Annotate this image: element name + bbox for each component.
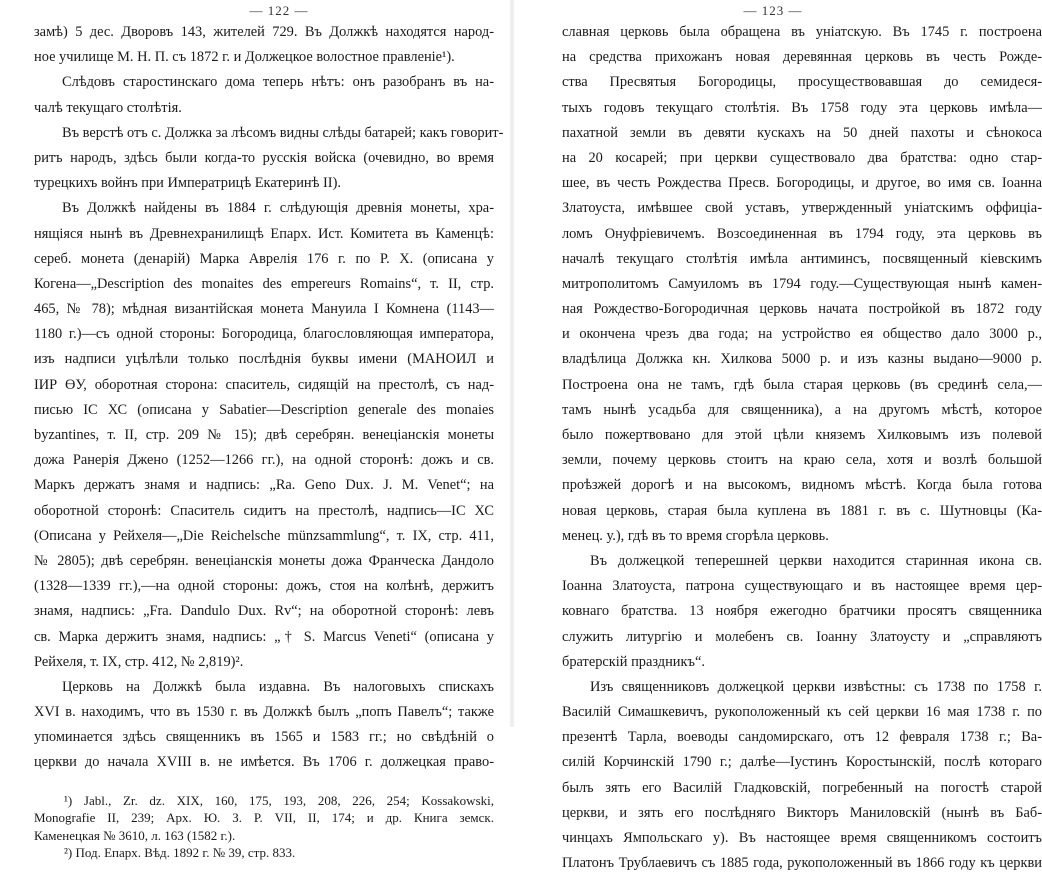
text-line: церкви, и зять его послѣдняго Викторъ Маниловскій (нынѣ въ Баб-	[562, 804, 1042, 821]
text-line: № 2805); двѣ серебрян. венеціанскія монеты дожа Франческа Дандоло	[34, 552, 494, 569]
text-line: писью ІС ХС (описана у Sabatier—Description generale des monaies	[34, 401, 494, 418]
text-line: новая церковь, старая была куплена въ 1881 г. въ с. Шутновцы (Ка-	[562, 502, 1042, 519]
text-line: ломъ Онуфріевичемъ. Возсоединенная въ 1794 году, эта церковь въ	[562, 225, 1042, 242]
text-line: 465, № 78); мѣдная византійская монета Мануила I Комнена (1143—	[34, 301, 494, 318]
footnote-line: Каменецкая № 3610, л. 163 (1582 г.).	[34, 827, 236, 843]
main-text	[34, 20, 504, 776]
text-line: презентѣ Тарла, воеводы сандомирскаго, отъ 12 февраля 1738 г.; Ва-	[562, 729, 1042, 746]
text-line: Василій Симашкевичъ, рукоположенный къ сей церкви 16 мая 1738 г. по	[562, 704, 1042, 721]
text-line: тамъ нынѣ усадьба для священника), а на другомъ мѣстѣ, которое	[562, 401, 1042, 418]
text-line: тыхъ годовъ текущаго столѣтія. Въ 1758 году эта церковь имѣла—	[562, 99, 1042, 116]
text-line: 1180 г.)—съ одной стороны: Богородица, благословляющая императора,	[34, 326, 494, 343]
text-line: Маркъ держатъ знамя и надпись: „Ra. Geno Dux. J. M. Venet“; на	[34, 477, 494, 494]
text-line: Въ должецкой теперешней церкви находится старинная икона св.	[590, 552, 1042, 569]
text-line: на средства прихожанъ новая деревянная церковь въ честь Рожде-	[562, 49, 1042, 66]
text-line: менец. у.), гдѣ въ то время сгорѣла церковь.	[562, 527, 829, 544]
text-line: Въ Должкѣ найдены въ 1884 г. слѣдующія древнія монеты, хра-	[62, 200, 494, 217]
text-line: турецкихъ войнъ при Императрицѣ Екатеринѣ II).	[34, 175, 341, 192]
text-line: сереб. монета (денарій) Марка Аврелія 176 г. по Р. Х. (описана у	[34, 250, 494, 267]
text-line: знамя, надпись: „Fra. Dandulo Dux. Rv“; на оборотной сторонѣ: левъ	[34, 603, 494, 620]
footnotes	[34, 792, 494, 862]
text-line: упоминается здѣсь священникъ въ 1565 и 1583 гг.; но свѣдѣній о	[34, 729, 494, 746]
text-line: ритъ народъ, здѣсь были когда-то русскія войска (очевидно, во время	[34, 149, 494, 166]
text-line: земли, почему церковь стоитъ на краю села, хотя и возлѣ большой	[562, 452, 1042, 469]
text-line: Когена—„Description des monaites des empereurs Romains“, т. II, стр.	[34, 275, 494, 292]
text-line: Златоуста, имѣвшее свой уставъ, утвержденный уніатскимъ оффиціа-	[562, 200, 1042, 217]
text-line: шее, въ честь Рождества Пресв. Богородицы, и другое, во имя св. Іоанна	[562, 175, 1042, 192]
text-line: началѣ текущаго столѣтія имѣла антиминсъ, посвященный кіевскимъ	[562, 250, 1042, 267]
text-line: проѣзжей дорогѣ и на высокомъ, видномъ мѣстѣ. Когда была готова	[562, 477, 1042, 494]
text-line: церкви до начала XVIII в. не имѣется. Въ 1706 г. должецкая право-	[34, 754, 494, 771]
text-line: Построена она не тамъ, гдѣ была старая церковь (въ срединѣ села,—	[562, 376, 1042, 393]
text-line: byzantines, т. II, стр. 209 № 15); двѣ серебрян. венеціанскія монеты	[34, 427, 494, 443]
text-line: нящіяся нынѣ въ Древнехранилищѣ Епарх. Ист. Комитета въ Каменцѣ:	[34, 225, 494, 242]
text-line: чалѣ текущаго столѣтія.	[34, 99, 182, 116]
page-number: — 122 —	[249, 3, 309, 18]
main-text	[562, 20, 1042, 876]
text-line: XVI в. находимъ, что въ 1530 г. въ Должкѣ былъ „попъ Павелъ“; также	[34, 704, 494, 721]
text-line: ная Рождество-Богородичная церковь начата постройкой въ 1872 году	[562, 301, 1042, 318]
text-line: (1328—1339 гг.),—на одной стороны: дожъ, стоя на колѣнѣ, держитъ	[34, 578, 494, 595]
text-line: Слѣдовъ старостинскаго дома теперь нѣтъ: онъ разобранъ въ на-	[62, 74, 494, 91]
text-line: владѣлица Должка кн. Хилкова 5000 р. и изъ казны выдано—9000 р.	[562, 351, 1042, 368]
text-line: ное училище М. Н. П. съ 1872 г. и Должецкое волостное правленіе¹).	[34, 49, 455, 66]
text-line: Церковь на Должкѣ была издавна. Въ налоговыхъ спискахъ	[62, 678, 494, 695]
text-line: оборотной сторонѣ: Спаситель сидитъ на престолѣ, надпись—ІС ХС	[34, 502, 494, 519]
text-line: Іоанна Златоуста, патрона существующаго и въ настоящее время цер-	[562, 578, 1042, 595]
text-line: служить литургію и молебенъ св. Іоанну Златоусту и „справляютъ	[562, 628, 1042, 645]
text-line: чинцахъ Ямпольскаго у). Въ настоящее время священникомъ состоитъ	[562, 830, 1042, 846]
text-line: силій Корчинскій 1790 г.; далѣе—Іустинъ Коростынскій, послѣ котораго	[562, 754, 1042, 771]
text-line: митрополитомъ Самуиломъ въ 1794 году.—Существующая нынѣ камен-	[562, 275, 1042, 292]
right-page	[512, 0, 1042, 872]
text-line: ковнаго братства. 13 ноября ежегодно братчики просятъ священника	[562, 603, 1042, 620]
text-line: и окончена чрезъ два года; на устройство ея общество дало 3000 р.,	[562, 326, 1042, 343]
text-line: Платонъ Трублаевичъ съ 1885 года, рукоположенный въ 1866 году къ церкви	[562, 855, 1042, 872]
left-page	[0, 0, 512, 861]
text-line: ства Пресвятыя Богородицы, просуществовавшая до семидеся-	[562, 74, 1042, 91]
text-line: замѣ) 5 дес. Дворовъ 143, жителей 729. Въ Должкѣ находятся народ-	[34, 24, 494, 40]
page-number: — 123 —	[743, 3, 803, 18]
text-line: Рейхеля, т. IX, стр. 412, № 2,819)².	[34, 653, 244, 670]
text-line: св. Марка держитъ знамя, надпись: „† S. Marcus Veneti“ (описана у	[34, 628, 494, 645]
text-line: Изъ священниковъ должецкой церкви извѣстны: съ 1738 по 1758 г.	[590, 678, 1042, 695]
text-line: (Описана у Рейхеля—„Die Reichelsche münzsammlung“, т. IX, стр. 411,	[34, 527, 494, 544]
text-line: было пожертвовано для этой цѣли княземъ Хилковымъ изъ полевой	[562, 427, 1042, 443]
text-line: на 20 косарей; при церкви существовало два братства: одно стар-	[562, 149, 1042, 166]
text-line: братерскій праздникъ“.	[562, 653, 705, 670]
text-line: ІИР ӨУ, оборотная сторона: спаситель, сидящій на престолѣ, съ над-	[34, 376, 494, 393]
text-line: дожа Ранерія Джено (1252—1266 гг.), на одной сторонѣ: дожъ и св.	[34, 452, 494, 469]
footnote-line: ²) Под. Епарх. Вѣд. 1892 г. № 39, стр. 833.	[64, 845, 296, 861]
text-line: изъ надписи уцѣлѣли только послѣднія буквы имени (МАНОИЛ и	[34, 351, 494, 368]
text-line: Въ верстѣ отъ с. Должка за лѣсомъ видны слѣды батарей; какъ говорит-	[62, 124, 504, 141]
text-line: пахатной земли въ девяти кускахъ на 50 дней пахоты и сѣнокоса	[562, 124, 1042, 141]
footnote-line: ¹) Jabl., Zr. dz. XIX, 160, 175, 193, 208, 226, 254; Kossakowski,	[64, 792, 494, 808]
text-line: славная церковь была обращена въ уніатскую. Въ 1745 г. построена	[562, 24, 1042, 40]
footnote-line: Monografie II, 239; Арх. Ю. З. Р. VII, II, 174; и др. Книга земск.	[34, 810, 494, 826]
text-line: былъ зять его Василій Гладковскій, погребенный на погостѣ старой	[562, 779, 1042, 796]
